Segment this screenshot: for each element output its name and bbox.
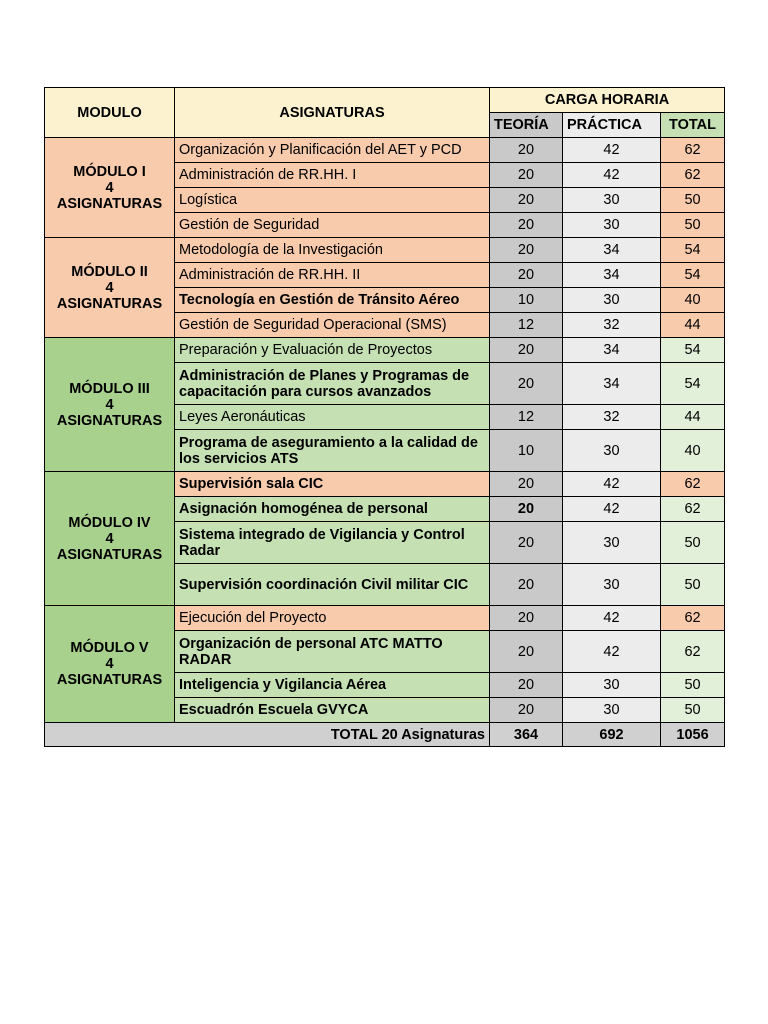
total-cell: 50 bbox=[661, 698, 725, 723]
teoria-cell: 20 bbox=[490, 138, 563, 163]
practica-cell: 42 bbox=[563, 497, 661, 522]
totals-label: TOTAL 20 Asignaturas bbox=[45, 723, 490, 747]
module-count: 4 bbox=[105, 279, 114, 296]
subject-cell: Supervisión sala CIC bbox=[175, 472, 490, 497]
practica-cell: 32 bbox=[563, 313, 661, 338]
table-row bbox=[45, 472, 725, 497]
subject-cell: Logística bbox=[175, 188, 490, 213]
subject-cell: Leyes Aeronáuticas bbox=[175, 405, 490, 430]
practica-cell: 34 bbox=[563, 363, 661, 405]
totals-total: 1056 bbox=[661, 723, 725, 747]
teoria-cell: 20 bbox=[490, 522, 563, 564]
header-practica: PRÁCTICA bbox=[563, 113, 661, 138]
module-cell bbox=[45, 338, 175, 472]
total-cell: 50 bbox=[661, 188, 725, 213]
subject-cell: Administración de RR.HH. II bbox=[175, 263, 490, 288]
subject-cell: Gestión de Seguridad bbox=[175, 213, 490, 238]
total-cell: 54 bbox=[661, 238, 725, 263]
practica-cell: 30 bbox=[563, 564, 661, 606]
practica-cell: 34 bbox=[563, 238, 661, 263]
teoria-cell: 10 bbox=[490, 430, 563, 472]
practica-cell: 42 bbox=[563, 138, 661, 163]
teoria-cell: 20 bbox=[490, 698, 563, 723]
module-label: ASIGNATURAS bbox=[56, 672, 163, 688]
header-carga-horaria: CARGA HORARIA bbox=[490, 88, 725, 113]
subject-cell: Administración de Planes y Programas de capacitación para cursos avanzados bbox=[175, 363, 490, 405]
practica-cell: 30 bbox=[563, 673, 661, 698]
module-cell bbox=[45, 138, 175, 238]
subject-cell: Gestión de Seguridad Operacional (SMS) bbox=[175, 313, 490, 338]
total-cell: 40 bbox=[661, 430, 725, 472]
teoria-cell: 20 bbox=[490, 497, 563, 522]
total-cell: 40 bbox=[661, 288, 725, 313]
table-row bbox=[45, 238, 725, 263]
practica-cell: 42 bbox=[563, 631, 661, 673]
subject-cell: Preparación y Evaluación de Proyectos bbox=[175, 338, 490, 363]
module-cell bbox=[45, 472, 175, 606]
table-row bbox=[45, 138, 725, 163]
module-count: 4 bbox=[105, 179, 114, 196]
total-cell: 50 bbox=[661, 564, 725, 606]
header-modulo: MODULO bbox=[45, 88, 175, 138]
table-row bbox=[45, 338, 725, 363]
subject-cell: Organización y Planificación del AET y PCD bbox=[175, 138, 490, 163]
module-name: MÓDULO V bbox=[70, 640, 149, 656]
practica-cell: 30 bbox=[563, 188, 661, 213]
practica-cell: 30 bbox=[563, 288, 661, 313]
practica-cell: 30 bbox=[563, 522, 661, 564]
teoria-cell: 20 bbox=[490, 631, 563, 673]
total-cell: 62 bbox=[661, 631, 725, 673]
practica-cell: 42 bbox=[563, 472, 661, 497]
teoria-cell: 20 bbox=[490, 213, 563, 238]
total-cell: 50 bbox=[661, 522, 725, 564]
module-name: MÓDULO II bbox=[71, 263, 148, 280]
subject-cell: Inteligencia y Vigilancia Aérea bbox=[175, 673, 490, 698]
module-cell bbox=[45, 238, 175, 338]
teoria-cell: 20 bbox=[490, 564, 563, 606]
total-cell: 50 bbox=[661, 673, 725, 698]
total-cell: 54 bbox=[661, 363, 725, 405]
subject-cell: Metodología de la Investigación bbox=[175, 238, 490, 263]
subject-cell: Organización de personal ATC MATTO RADAR bbox=[175, 631, 490, 673]
teoria-cell: 20 bbox=[490, 188, 563, 213]
practica-cell: 34 bbox=[563, 263, 661, 288]
total-cell: 44 bbox=[661, 313, 725, 338]
subject-cell: Programa de aseguramiento a la calidad de los servicios ATS bbox=[175, 430, 490, 472]
total-cell: 44 bbox=[661, 405, 725, 430]
total-cell: 54 bbox=[661, 263, 725, 288]
total-cell: 62 bbox=[661, 163, 725, 188]
total-cell: 54 bbox=[661, 338, 725, 363]
module-name: MÓDULO I bbox=[73, 163, 146, 180]
subject-cell: Ejecución del Proyecto bbox=[175, 606, 490, 631]
header-asignaturas: ASIGNATURAS bbox=[175, 88, 490, 138]
practica-cell: 32 bbox=[563, 405, 661, 430]
total-cell: 62 bbox=[661, 606, 725, 631]
practica-cell: 34 bbox=[563, 338, 661, 363]
subject-cell: Sistema integrado de Vigilancia y Control Radar bbox=[175, 522, 490, 564]
curriculum-table bbox=[44, 87, 725, 747]
module-name: MÓDULO III bbox=[69, 380, 150, 397]
total-cell: 62 bbox=[661, 497, 725, 522]
module-cell bbox=[45, 606, 175, 723]
practica-cell: 30 bbox=[563, 430, 661, 472]
total-cell: 62 bbox=[661, 472, 725, 497]
teoria-cell: 12 bbox=[490, 313, 563, 338]
total-cell: 62 bbox=[661, 138, 725, 163]
module-name: MÓDULO IV bbox=[68, 514, 151, 531]
module-label: ASIGNATURAS bbox=[56, 295, 163, 312]
practica-cell: 42 bbox=[563, 163, 661, 188]
totals-practica: 692 bbox=[563, 723, 661, 747]
subject-cell: Administración de RR.HH. I bbox=[175, 163, 490, 188]
teoria-cell: 10 bbox=[490, 288, 563, 313]
subject-cell: Escuadrón Escuela GVYCA bbox=[175, 698, 490, 723]
practica-cell: 30 bbox=[563, 213, 661, 238]
teoria-cell: 20 bbox=[490, 238, 563, 263]
header-total: TOTAL bbox=[661, 113, 725, 138]
teoria-cell: 20 bbox=[490, 673, 563, 698]
teoria-cell: 20 bbox=[490, 363, 563, 405]
subject-cell: Asignación homogénea de personal bbox=[175, 497, 490, 522]
practica-cell: 42 bbox=[563, 606, 661, 631]
teoria-cell: 20 bbox=[490, 163, 563, 188]
module-count: 4 bbox=[105, 396, 114, 413]
module-count: 4 bbox=[105, 656, 114, 672]
module-label: ASIGNATURAS bbox=[56, 546, 163, 563]
teoria-cell: 20 bbox=[490, 606, 563, 631]
module-label: ASIGNATURAS bbox=[56, 412, 163, 429]
totals-row bbox=[45, 723, 725, 747]
totals-teoria: 364 bbox=[490, 723, 563, 747]
teoria-cell: 12 bbox=[490, 405, 563, 430]
total-cell: 50 bbox=[661, 213, 725, 238]
teoria-cell: 20 bbox=[490, 472, 563, 497]
subject-cell: Tecnología en Gestión de Tránsito Aéreo bbox=[175, 288, 490, 313]
subject-cell: Supervisión coordinación Civil militar CIC bbox=[175, 564, 490, 606]
module-label: ASIGNATURAS bbox=[56, 195, 163, 212]
teoria-cell: 20 bbox=[490, 338, 563, 363]
practica-cell: 30 bbox=[563, 698, 661, 723]
table-row bbox=[45, 606, 725, 631]
teoria-cell: 20 bbox=[490, 263, 563, 288]
module-count: 4 bbox=[105, 530, 114, 547]
header-teoria: TEORÍA bbox=[490, 113, 563, 138]
